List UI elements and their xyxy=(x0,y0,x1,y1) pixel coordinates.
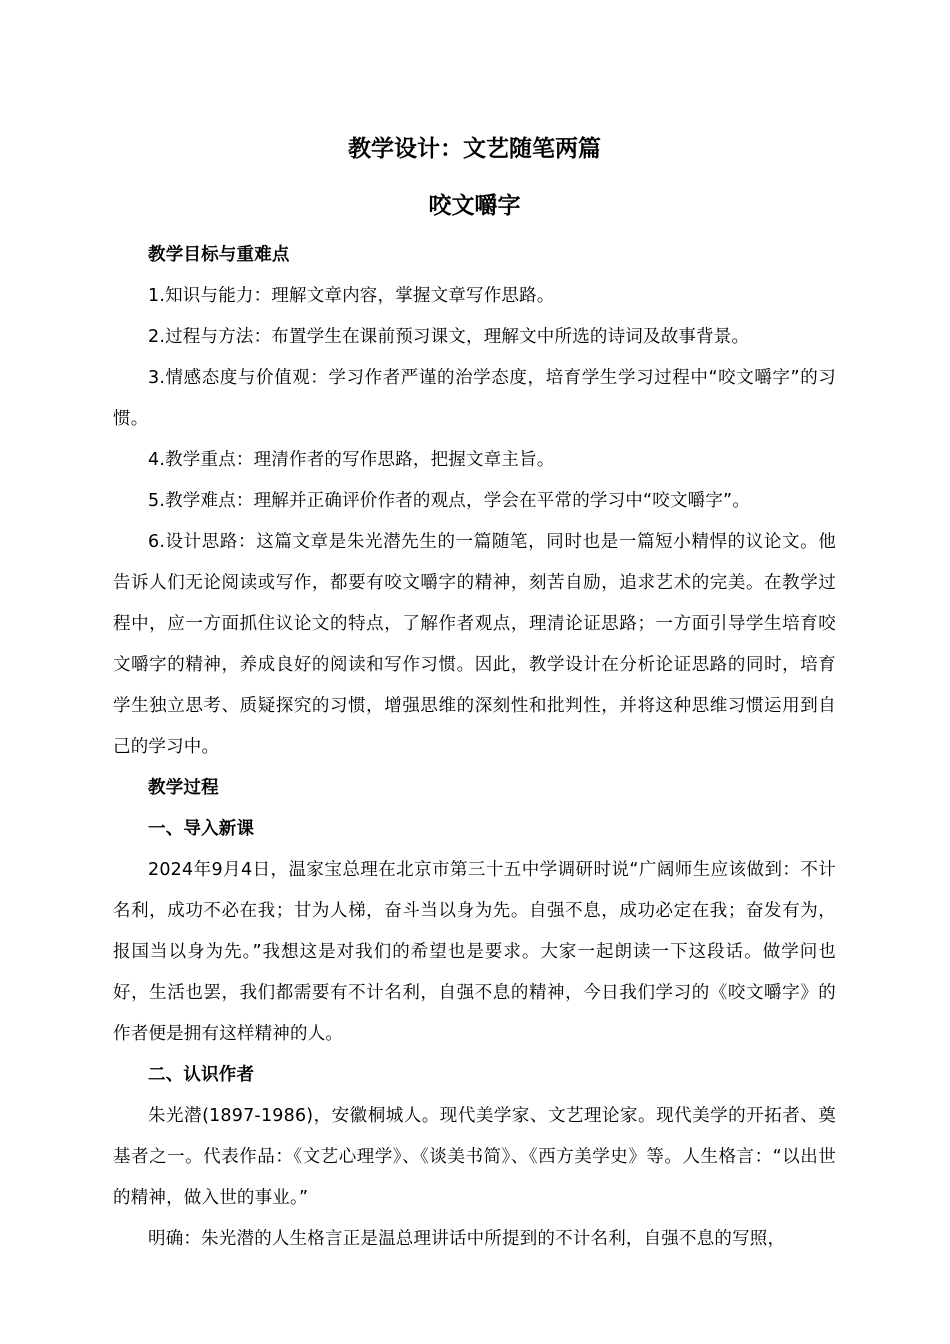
paragraph-intro: 2024年9月4日，温家宝总理在北京市第三十五中学调研时说“广阔师生应该做到：不计名利，成功不必在我；甘为人梯，奋斗当以身为先。自强不息，成功必定在我；奋发有为，报国当以身为先。”我想这是对我们的希望也是要求。大家一起朗读一下这段话。做学问也好，生活也罢，我们都需要有不计名利，自强不息的精神，今日我们学习的《咬文嚼字》的作者便是拥有这样精神的人。 xyxy=(113,860,836,1044)
objective-item: 5.教学难点：理解并正确评价作者的观点，学会在平常的学习中“咬文嚼字”。 xyxy=(148,491,751,511)
objective-item: 4.教学重点：理清作者的写作思路，把握文章主旨。 xyxy=(148,450,555,470)
objective-item: 2.过程与方法：布置学生在课前预习课文，理解文中所选的诗词及故事背景。 xyxy=(148,327,750,347)
document-body xyxy=(113,126,836,1260)
paragraph-author: 朱光潜(1897-1986)，安徽桐城人。现代美学家、文艺理论家。现代美学的开拓者、奠基者之一。代表作品：《文艺心理学》、《谈美书简》、《西方美学史》等。人生格言：“以出世的精神，做入世的事业。” xyxy=(113,1106,836,1208)
objective-item: 6.设计思路：这篇文章是朱光潜先生的一篇随笔，同时也是一篇短小精悍的议论文。他告诉人们无论阅读或写作，都要有咬文嚼字的精神，刻苦自励，追求艺术的完美。在教学过程中，应一方面抓住议论文的特点，了解作者观点，理清论证思路；一方面引导学生培育咬文嚼字的精神，养成良好的阅读和写作习惯。因此，教学设计在分析论证思路的同时，培育学生独立思考、质疑探究的习惯，增强思维的深刻性和批判性，并将这种思维习惯运用到自己的学习中。 xyxy=(113,532,836,757)
part-heading-intro: 一、导入新课 xyxy=(148,819,255,839)
section-heading-objectives: 教学目标与重难点 xyxy=(148,245,290,265)
paragraph-clarify: 明确：朱光潜的人生格言正是温总理讲话中所提到的不计名利，自强不息的写照， xyxy=(148,1229,786,1249)
document-subtitle: 咬文嚼字 xyxy=(428,193,521,219)
document-title: 教学设计：文艺随笔两篇 xyxy=(348,136,601,162)
part-heading-author: 二、认识作者 xyxy=(148,1065,255,1085)
objective-item: 3.情感态度与价值观：学习作者严谨的治学态度，培育学生学习过程中“咬文嚼字”的习惯。 xyxy=(113,368,836,429)
section-heading-process: 教学过程 xyxy=(148,778,219,798)
objective-item: 1.知识与能力：理解文章内容，掌握文章写作思路。 xyxy=(148,286,555,306)
